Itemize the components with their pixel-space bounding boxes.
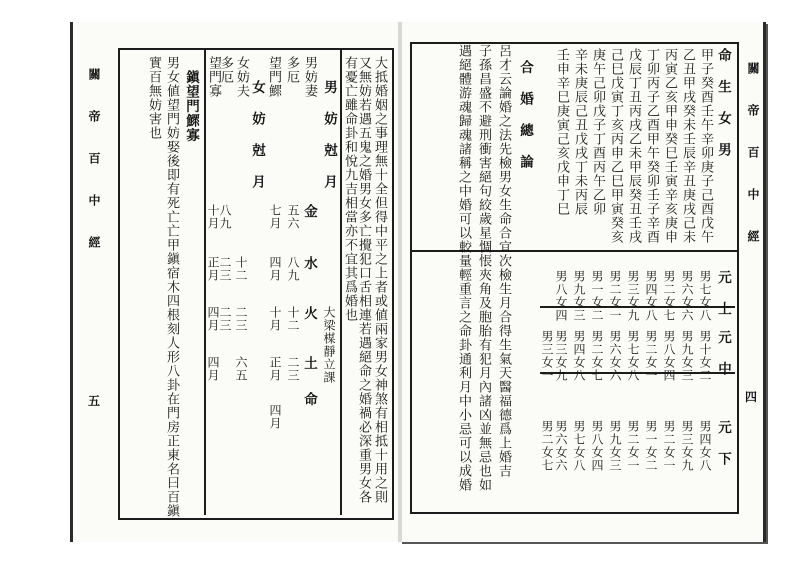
row-value: 八九 [218,204,232,230]
upper-cell: 男四女八 [644,270,658,322]
upper-cell: 男一女二 [590,270,604,322]
lower-cell: 男四女八 [698,420,712,472]
element-header: 土 [301,356,317,371]
lower-cell: 男一女二 [644,420,658,472]
row-label: 多厄 [218,56,233,84]
middle-cell: 男九女三 [680,330,694,382]
row-value: 四月 [268,404,282,430]
left-outro-divider [204,50,206,515]
middle-cell: 男三女一 [540,330,554,382]
birth-cell: 辛未庚辰己丑戊戌丁未丙辰 [572,48,587,216]
row-label: 男妨妻 [302,56,317,98]
birth-cell: 丙寅乙亥甲申癸巳壬寅辛亥庚申 [662,48,677,244]
text-column: 遇絕體游魂歸魂諸稱之中婚可以較量輕重言之命卦通利月中小忌可以成婚 [456,44,471,492]
lower-header: 元 下 [715,420,731,466]
upper-header: 元 上 [715,270,731,316]
birth-cell: 己巳戊寅丁亥丙申乙巳甲寅癸亥 [608,48,623,244]
middle-cell: 男十女二 [698,330,712,382]
upper-cell: 男七女八 [698,270,712,322]
row-value: 二三 [234,306,248,332]
row-label: 多厄 [284,56,299,84]
marriage-section-title: 合 婚 總 論 [517,60,533,169]
text-column: 子孫昌盛不避刑衝害絕句絞歲星惆悵夾角及胞胎有犯月內諸凶並無忌也如 [476,44,491,492]
right-page-number: 四 [745,390,758,404]
row-value: 五六 [286,204,300,230]
row-value: 正月 [268,356,282,382]
middle-cell: 男七女八 [626,330,640,382]
row-value: 七月 [268,204,282,230]
lower-cell: 男六女六 [554,420,568,472]
lower-cell: 男二女一 [662,420,676,472]
upper-cell: 男九女三 [572,270,586,322]
upper-cell: 男三女九 [626,270,640,322]
row-value: 四月 [268,256,282,282]
birth-header: 命 生 女 男 [715,48,731,157]
middle-cell: 男二女七 [590,330,604,382]
middle-cell: 男六女六 [608,330,622,382]
author-credit: 大梁楳靜立課 [322,306,336,384]
row-value: 八九 [286,256,300,282]
middle-cell: 男三女九 [554,330,568,382]
text-column: 男女値望門妨娶後即有死亡亡甲鎭宿木四根刻人形八卦在門房正東名曰百鎭 [164,56,179,518]
row-value: 四月 [206,306,220,332]
upper-cell: 男二女一 [608,270,622,322]
row-value: 十二 [286,306,300,332]
text-column: 實百無妨害也 [146,56,161,140]
left-margin-title: 關 帝 百 中 經 [87,68,101,256]
left-page-number: 五 [88,394,101,408]
row-value: 二三 [218,306,232,332]
row-value: 十月 [268,306,282,332]
lower-cell: 男三女九 [680,420,694,472]
middle-cell: 男二女一 [644,330,658,382]
text-column: 有憂亡雖命卦和悅九吉相當亦不宜其爲婚也 [342,56,357,322]
upper-cell: 男六女六 [680,270,694,322]
birth-cell: 甲子癸酉壬午辛卯庚子己酉戊午 [698,48,713,244]
element-header: 水 [301,256,317,271]
lower-cell: 男七女八 [572,420,586,472]
middle-cell: 男八女四 [662,330,676,382]
row-label: 女妨夫 [234,56,249,98]
birth-cell: 乙丑甲戌癸未壬辰辛丑庚戌己未 [680,48,695,244]
middle-header: 元 中 [715,330,731,376]
conflict-section-title: 男 妨 尅 月 [321,80,337,189]
row-value: 二三 [286,356,300,382]
lower-cell: 男九女三 [608,420,622,472]
upper-cell: 男八女四 [554,270,568,322]
middle-cell: 男四女八 [572,330,586,382]
row-value: 十二 [234,256,248,282]
element-header: 火 [301,306,317,321]
text-column: 呂才云論婚之法先檢男女生命合宜次檢生月合得生氣天醫福德爲上婚吉 [496,44,511,478]
row-value: 二三 [218,256,232,282]
lower-cell: 男八女四 [590,420,604,472]
birth-cell: 庚午己卯戊子丁酉丙午乙卯 [590,48,605,216]
text-column: 大抵婚姻之事理無十全但得中平之上者或値兩家男女神煞有相抵十用之則 [372,56,387,504]
row-label: 女 妨 尅 月 [249,80,265,189]
row-value: 正月 [206,256,220,282]
row-label: 望門寡 [206,56,221,98]
right-margin-title: 關 帝 百 中 經 [746,62,760,250]
outro-heading: 鎭望門鰥寡 [183,70,199,143]
row-value: 四月 [206,356,220,382]
birth-cell: 戊辰丁丑丙戌乙未甲辰癸丑壬戌 [626,48,641,244]
element-header: 金 [301,204,317,219]
lower-cell: 男二女七 [540,420,554,472]
row-value: 六五 [234,356,248,382]
lower-cell: 男二女一 [626,420,640,472]
row-value: 十月 [206,204,220,230]
birth-cell: 丁卯丙子乙酉甲午癸卯壬子辛酉 [644,48,659,244]
upper-cell: 男二女七 [662,270,676,322]
row-label: 望門鰥 [266,56,281,98]
book-gutter [398,22,402,542]
element-header: 命 [301,392,317,407]
text-column: 又無妨若遇五鬼之婚男女多亡攪犯口舌相連若遇絕命之婚禍必深重男女各 [356,56,371,504]
birth-cell: 壬申辛巳庚寅己亥戊申丁巳 [554,48,569,216]
